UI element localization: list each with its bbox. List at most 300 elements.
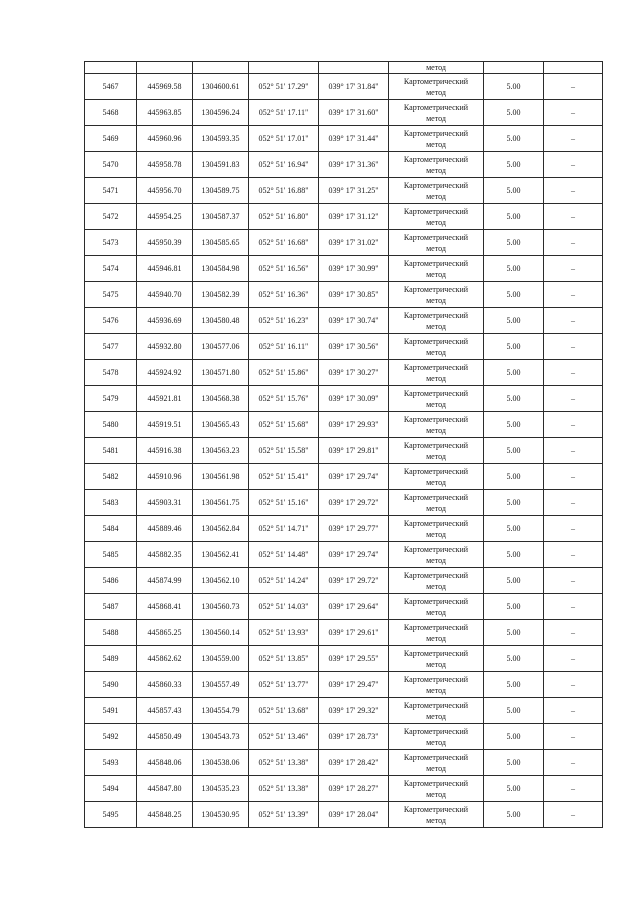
- cell-method: [389, 490, 484, 516]
- cell-x: 445958.78: [137, 152, 193, 178]
- cell-lon: [319, 62, 389, 74]
- cell-lat: 052° 51' 15.76": [249, 386, 319, 412]
- cell-method: [389, 464, 484, 490]
- table-row: [85, 178, 603, 204]
- method-text: метод: [426, 373, 446, 383]
- cell-num: 5479: [85, 386, 137, 412]
- method-text: Картометрический: [403, 752, 469, 762]
- cell-y: 1304554.79: [193, 698, 249, 724]
- table-row: [85, 516, 603, 542]
- method-text: метод: [426, 763, 446, 773]
- method-text: метод: [426, 425, 446, 435]
- cell-precision: 5.00: [484, 152, 544, 178]
- cell-note: –: [544, 152, 603, 178]
- cell-lat: 052° 51' 13.85": [249, 646, 319, 672]
- cell-y: 1304565.43: [193, 412, 249, 438]
- table-row: [85, 646, 603, 672]
- cell-lat: 052° 51' 15.58": [249, 438, 319, 464]
- method-text: метод: [426, 477, 446, 487]
- cell-y: 1304530.95: [193, 802, 249, 828]
- cell-y: 1304535.23: [193, 776, 249, 802]
- cell-lon: 039° 17' 31.44": [319, 126, 389, 152]
- cell-x: 445903.31: [137, 490, 193, 516]
- method-text: Картометрический: [403, 336, 469, 346]
- method-text: Картометрический: [403, 804, 469, 814]
- cell-x: 445848.25: [137, 802, 193, 828]
- cell-lat: 052° 51' 13.68": [249, 698, 319, 724]
- cell-num: 5469: [85, 126, 137, 152]
- method-text: Картометрический: [403, 492, 469, 502]
- cell-precision: 5.00: [484, 516, 544, 542]
- cell-lon: 039° 17' 30.27": [319, 360, 389, 386]
- cell-y: 1304580.48: [193, 308, 249, 334]
- cell-lon: 039° 17' 29.32": [319, 698, 389, 724]
- cell-lon: 039° 17' 29.74": [319, 464, 389, 490]
- cell-method: [389, 334, 484, 360]
- method-text: метод: [426, 243, 446, 253]
- cell-num: 5484: [85, 516, 137, 542]
- table-row: [85, 672, 603, 698]
- cell-note: –: [544, 178, 603, 204]
- cell-lat: 052° 51' 16.94": [249, 152, 319, 178]
- table-row: [85, 594, 603, 620]
- cell-note: –: [544, 490, 603, 516]
- cell-method: [389, 698, 484, 724]
- cell-x: 445874.99: [137, 568, 193, 594]
- cell-num: 5477: [85, 334, 137, 360]
- method-text: метод: [426, 165, 446, 175]
- cell-x: 445954.25: [137, 204, 193, 230]
- method-text: метод: [426, 451, 446, 461]
- cell-num: 5485: [85, 542, 137, 568]
- cell-lat: 052° 51' 14.71": [249, 516, 319, 542]
- table-row: [85, 256, 603, 282]
- cell-note: –: [544, 802, 603, 828]
- cell-num: 5488: [85, 620, 137, 646]
- cell-y: 1304561.98: [193, 464, 249, 490]
- method-text: метод: [426, 711, 446, 721]
- cell-method: [389, 776, 484, 802]
- cell-y: 1304562.41: [193, 542, 249, 568]
- cell-note: –: [544, 126, 603, 152]
- method-text: Картометрический: [403, 206, 469, 216]
- cell-lat: 052° 51' 16.23": [249, 308, 319, 334]
- cell-y: [193, 62, 249, 74]
- method-text: Картометрический: [403, 154, 469, 164]
- cell-lon: 039° 17' 31.60": [319, 100, 389, 126]
- cell-lat: 052° 51' 16.36": [249, 282, 319, 308]
- cell-method: [389, 386, 484, 412]
- method-text: метод: [426, 581, 446, 591]
- cell-method: [389, 360, 484, 386]
- cell-method: [389, 74, 484, 100]
- cell-note: [544, 62, 603, 74]
- cell-lon: 039° 17' 28.73": [319, 724, 389, 750]
- table-row: [85, 776, 603, 802]
- cell-method: [389, 100, 484, 126]
- cell-precision: 5.00: [484, 646, 544, 672]
- cell-x: 445850.49: [137, 724, 193, 750]
- cell-note: –: [544, 542, 603, 568]
- cell-method: [389, 516, 484, 542]
- cell-y: 1304596.24: [193, 100, 249, 126]
- cell-lon: 039° 17' 31.12": [319, 204, 389, 230]
- cell-lat: 052° 51' 17.11": [249, 100, 319, 126]
- method-text: Картометрический: [403, 622, 469, 632]
- cell-num: 5494: [85, 776, 137, 802]
- cell-x: 445940.70: [137, 282, 193, 308]
- cell-precision: 5.00: [484, 282, 544, 308]
- cell-y: 1304563.23: [193, 438, 249, 464]
- cell-lon: 039° 17' 28.27": [319, 776, 389, 802]
- cell-lon: 039° 17' 31.84": [319, 74, 389, 100]
- cell-lat: 052° 51' 16.11": [249, 334, 319, 360]
- cell-lon: 039° 17' 28.04": [319, 802, 389, 828]
- cell-precision: 5.00: [484, 412, 544, 438]
- method-text: метод: [426, 321, 446, 331]
- cell-num: 5476: [85, 308, 137, 334]
- method-text: метод: [426, 217, 446, 227]
- method-text: Картометрический: [403, 414, 469, 424]
- cell-lon: 039° 17' 29.93": [319, 412, 389, 438]
- method-text: метод: [426, 503, 446, 513]
- table-row: [85, 204, 603, 230]
- cell-precision: 5.00: [484, 438, 544, 464]
- table-row: [85, 308, 603, 334]
- table-row: [85, 334, 603, 360]
- cell-method: [389, 646, 484, 672]
- cell-precision: 5.00: [484, 698, 544, 724]
- cell-precision: 5.00: [484, 542, 544, 568]
- cell-precision: 5.00: [484, 204, 544, 230]
- cell-y: 1304561.75: [193, 490, 249, 516]
- method-text: метод: [426, 87, 446, 97]
- cell-method: [389, 620, 484, 646]
- table-row: [85, 490, 603, 516]
- cell-precision: 5.00: [484, 126, 544, 152]
- cell-x: 445960.96: [137, 126, 193, 152]
- cell-num: 5478: [85, 360, 137, 386]
- method-text: Картометрический: [403, 700, 469, 710]
- cell-x: 445932.80: [137, 334, 193, 360]
- cell-num: 5482: [85, 464, 137, 490]
- cell-x: 445862.62: [137, 646, 193, 672]
- cell-lon: 039° 17' 28.42": [319, 750, 389, 776]
- cell-x: 445910.96: [137, 464, 193, 490]
- table-body: [85, 62, 603, 828]
- cell-method: [389, 802, 484, 828]
- table-row: [85, 724, 603, 750]
- cell-method: [389, 412, 484, 438]
- cell-y: 1304584.98: [193, 256, 249, 282]
- cell-lat: 052° 51' 16.68": [249, 230, 319, 256]
- cell-num: 5475: [85, 282, 137, 308]
- method-text: метод: [426, 113, 446, 123]
- cell-lon: 039° 17' 29.47": [319, 672, 389, 698]
- cell-x: 445956.70: [137, 178, 193, 204]
- method-text: Картометрический: [403, 466, 469, 476]
- cell-precision: 5.00: [484, 594, 544, 620]
- method-text: метод: [426, 529, 446, 539]
- cell-lon: 039° 17' 29.72": [319, 490, 389, 516]
- method-text: Картометрический: [403, 362, 469, 372]
- cell-method: [389, 256, 484, 282]
- cell-note: –: [544, 620, 603, 646]
- cell-y: 1304562.10: [193, 568, 249, 594]
- cell-note: –: [544, 100, 603, 126]
- method-text: Картометрический: [403, 674, 469, 684]
- cell-note: –: [544, 672, 603, 698]
- cell-x: 445916.38: [137, 438, 193, 464]
- cell-num: 5483: [85, 490, 137, 516]
- cell-method: [389, 724, 484, 750]
- method-text: Картометрический: [403, 648, 469, 658]
- method-text: метод: [426, 607, 446, 617]
- table-row: [85, 74, 603, 100]
- coordinates-table: [84, 61, 603, 828]
- table-row: [85, 750, 603, 776]
- cell-y: 1304559.00: [193, 646, 249, 672]
- method-text: Картометрический: [403, 76, 469, 86]
- method-text: Картометрический: [403, 310, 469, 320]
- cell-method: [389, 230, 484, 256]
- cell-lon: 039° 17' 30.09": [319, 386, 389, 412]
- cell-lon: 039° 17' 29.74": [319, 542, 389, 568]
- cell-note: –: [544, 308, 603, 334]
- cell-lon: 039° 17' 29.81": [319, 438, 389, 464]
- cell-num: 5481: [85, 438, 137, 464]
- cell-y: 1304585.65: [193, 230, 249, 256]
- cell-note: –: [544, 74, 603, 100]
- method-text: метод: [426, 815, 446, 825]
- cell-x: 445868.41: [137, 594, 193, 620]
- table-row: [85, 464, 603, 490]
- cell-precision: 5.00: [484, 490, 544, 516]
- method-text: метод: [426, 347, 446, 357]
- table-row: [85, 620, 603, 646]
- cell-lat: 052° 51' 14.03": [249, 594, 319, 620]
- cell-x: 445946.81: [137, 256, 193, 282]
- cell-method: [389, 178, 484, 204]
- table-row: [85, 698, 603, 724]
- method-text: метод: [426, 737, 446, 747]
- cell-note: –: [544, 282, 603, 308]
- method-text: метод: [426, 555, 446, 565]
- cell-num: 5490: [85, 672, 137, 698]
- cell-num: 5489: [85, 646, 137, 672]
- table-row: [85, 438, 603, 464]
- cell-num: 5480: [85, 412, 137, 438]
- cell-lat: 052° 51' 16.80": [249, 204, 319, 230]
- cell-lat: 052° 51' 13.38": [249, 750, 319, 776]
- cell-y: 1304593.35: [193, 126, 249, 152]
- cell-method: метод: [389, 62, 484, 74]
- cell-lat: 052° 51' 13.77": [249, 672, 319, 698]
- cell-lon: 039° 17' 30.74": [319, 308, 389, 334]
- cell-method: [389, 568, 484, 594]
- cell-y: 1304582.39: [193, 282, 249, 308]
- table-row: [85, 542, 603, 568]
- table-row: [85, 568, 603, 594]
- cell-y: 1304600.61: [193, 74, 249, 100]
- cell-x: 445847.80: [137, 776, 193, 802]
- cell-y: 1304577.06: [193, 334, 249, 360]
- method-text: Картометрический: [403, 596, 469, 606]
- cell-lon: 039° 17' 31.36": [319, 152, 389, 178]
- cell-precision: 5.00: [484, 256, 544, 282]
- cell-method: [389, 152, 484, 178]
- method-text: Картометрический: [403, 544, 469, 554]
- cell-lon: 039° 17' 29.77": [319, 516, 389, 542]
- method-text: Картометрический: [403, 388, 469, 398]
- cell-precision: 5.00: [484, 230, 544, 256]
- cell-num: 5467: [85, 74, 137, 100]
- method-text: Картометрический: [403, 258, 469, 268]
- method-text: Картометрический: [403, 232, 469, 242]
- table-row: [85, 282, 603, 308]
- method-text: метод: [426, 685, 446, 695]
- cell-num: 5487: [85, 594, 137, 620]
- cell-lat: 052° 51' 17.01": [249, 126, 319, 152]
- cell-x: 445963.85: [137, 100, 193, 126]
- cell-note: –: [544, 256, 603, 282]
- cell-precision: 5.00: [484, 386, 544, 412]
- cell-precision: 5.00: [484, 334, 544, 360]
- cell-method: [389, 542, 484, 568]
- cell-y: 1304557.49: [193, 672, 249, 698]
- cell-note: –: [544, 750, 603, 776]
- cell-lat: [249, 62, 319, 74]
- method-text: Картометрический: [403, 284, 469, 294]
- cell-note: –: [544, 724, 603, 750]
- cell-precision: 5.00: [484, 750, 544, 776]
- cell-num: [85, 62, 137, 74]
- cell-precision: 5.00: [484, 178, 544, 204]
- cell-note: –: [544, 646, 603, 672]
- cell-lon: 039° 17' 31.02": [319, 230, 389, 256]
- cell-x: 445857.43: [137, 698, 193, 724]
- cell-precision: 5.00: [484, 620, 544, 646]
- cell-y: 1304560.14: [193, 620, 249, 646]
- cell-note: –: [544, 464, 603, 490]
- cell-num: 5472: [85, 204, 137, 230]
- method-text: метод: [426, 789, 446, 799]
- method-text: Картометрический: [403, 570, 469, 580]
- cell-x: 445860.33: [137, 672, 193, 698]
- cell-lon: 039° 17' 30.56": [319, 334, 389, 360]
- cell-y: 1304543.73: [193, 724, 249, 750]
- cell-precision: 5.00: [484, 74, 544, 100]
- cell-note: –: [544, 204, 603, 230]
- method-text: метод: [426, 139, 446, 149]
- cell-num: 5493: [85, 750, 137, 776]
- cell-method: [389, 672, 484, 698]
- method-text: метод: [426, 399, 446, 409]
- cell-note: –: [544, 360, 603, 386]
- table-row: [85, 152, 603, 178]
- cell-num: 5470: [85, 152, 137, 178]
- cell-x: 445889.46: [137, 516, 193, 542]
- method-text: Картометрический: [403, 778, 469, 788]
- method-text: Картометрический: [403, 128, 469, 138]
- cell-precision: 5.00: [484, 308, 544, 334]
- method-text: метод: [426, 295, 446, 305]
- table-row: [85, 386, 603, 412]
- method-text: Картометрический: [403, 726, 469, 736]
- cell-method: [389, 204, 484, 230]
- cell-y: 1304568.38: [193, 386, 249, 412]
- cell-note: –: [544, 516, 603, 542]
- cell-x: [137, 62, 193, 74]
- cell-note: –: [544, 230, 603, 256]
- cell-num: 5492: [85, 724, 137, 750]
- cell-lat: 052° 51' 15.68": [249, 412, 319, 438]
- table-row-continued: [85, 62, 603, 74]
- cell-num: 5474: [85, 256, 137, 282]
- cell-lon: 039° 17' 29.55": [319, 646, 389, 672]
- cell-lon: 039° 17' 30.85": [319, 282, 389, 308]
- cell-method: [389, 126, 484, 152]
- cell-y: 1304591.83: [193, 152, 249, 178]
- cell-y: 1304587.37: [193, 204, 249, 230]
- cell-note: –: [544, 386, 603, 412]
- cell-x: 445921.81: [137, 386, 193, 412]
- cell-y: 1304538.06: [193, 750, 249, 776]
- method-text: метод: [426, 633, 446, 643]
- cell-y: 1304571.80: [193, 360, 249, 386]
- cell-num: 5471: [85, 178, 137, 204]
- cell-precision: 5.00: [484, 802, 544, 828]
- table-row: [85, 802, 603, 828]
- cell-note: –: [544, 568, 603, 594]
- cell-precision: [484, 62, 544, 74]
- cell-lat: 052° 51' 15.41": [249, 464, 319, 490]
- cell-precision: 5.00: [484, 464, 544, 490]
- cell-x: 445936.69: [137, 308, 193, 334]
- cell-lat: 052° 51' 16.88": [249, 178, 319, 204]
- table-row: [85, 100, 603, 126]
- cell-x: 445924.92: [137, 360, 193, 386]
- cell-y: 1304589.75: [193, 178, 249, 204]
- method-text: Картометрический: [403, 518, 469, 528]
- method-text: метод: [426, 191, 446, 201]
- method-text: метод: [426, 269, 446, 279]
- cell-precision: 5.00: [484, 100, 544, 126]
- cell-lat: 052° 51' 13.46": [249, 724, 319, 750]
- table-row: [85, 360, 603, 386]
- cell-method: [389, 594, 484, 620]
- cell-num: 5486: [85, 568, 137, 594]
- cell-lon: 039° 17' 31.25": [319, 178, 389, 204]
- cell-method: [389, 750, 484, 776]
- table-row: [85, 126, 603, 152]
- cell-num: 5491: [85, 698, 137, 724]
- cell-note: –: [544, 438, 603, 464]
- table-row: [85, 230, 603, 256]
- cell-x: 445848.06: [137, 750, 193, 776]
- cell-lat: 052° 51' 17.29": [249, 74, 319, 100]
- cell-y: 1304560.73: [193, 594, 249, 620]
- cell-note: –: [544, 698, 603, 724]
- cell-lat: 052° 51' 15.86": [249, 360, 319, 386]
- cell-note: –: [544, 594, 603, 620]
- method-text: Картометрический: [403, 180, 469, 190]
- cell-lat: 052° 51' 15.16": [249, 490, 319, 516]
- cell-lon: 039° 17' 29.72": [319, 568, 389, 594]
- method-text: метод: [426, 659, 446, 669]
- cell-x: 445919.51: [137, 412, 193, 438]
- cell-x: 445882.35: [137, 542, 193, 568]
